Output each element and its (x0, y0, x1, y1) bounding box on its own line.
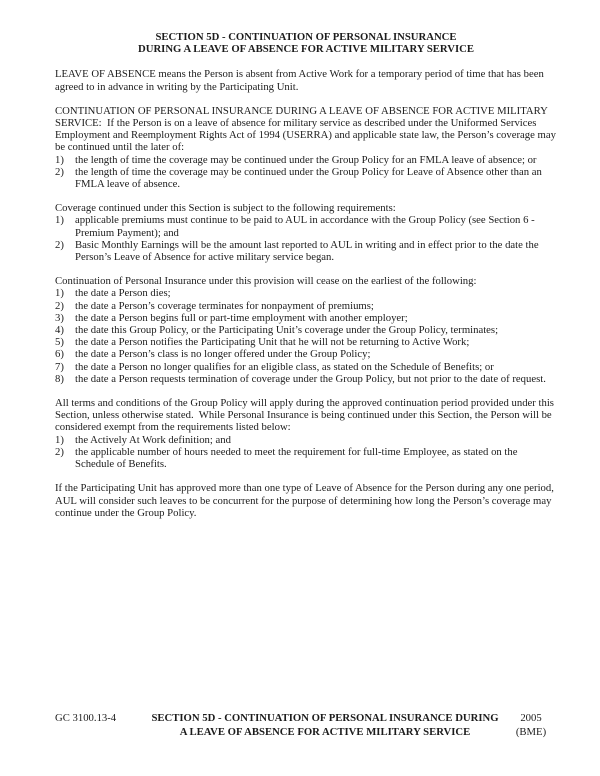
list-item-number: 2) (55, 238, 64, 251)
list-item-number: 8) (55, 372, 64, 385)
footer-code: (BME) (515, 725, 547, 738)
list-item-number: 3) (55, 311, 64, 324)
list-item-text: the length of time the coverage may be continued under the Group Policy for Leave of Absence other than an FMLA leave of absence. (75, 165, 545, 191)
page-footer (55, 712, 562, 739)
list-item (55, 324, 557, 336)
list-item-text: the date a Person no longer qualifies for an eligible class, as stated on the Schedule of Benefits; or (75, 360, 494, 373)
list-item (55, 300, 557, 312)
list-item (55, 361, 557, 373)
list-item-number: 2) (55, 445, 64, 458)
list-item-text: the Actively At Work definition; and (75, 433, 231, 446)
paragraph-leave-of-absence: LEAVE OF ABSENCE means the Person is absent from Active Work for a temporary period of time that has been agreed to in advance in writing by the Participating Unit. (55, 68, 547, 93)
list-cease (55, 287, 557, 385)
list-item-number: 1) (55, 153, 64, 166)
list-item-text: the date a Person dies; (75, 287, 171, 300)
list-item-number: 2) (55, 165, 64, 178)
list-item-number: 1) (55, 287, 64, 300)
footer-edition (500, 712, 562, 739)
list-exempt (55, 434, 557, 471)
list-item-number: 4) (55, 324, 64, 337)
paragraph-continuation-intro: CONTINUATION OF PERSONAL INSURANCE DURING A LEAVE OF ABSENCE FOR ACTIVE MILITARY SERVICE: If the Person is on a leave of absence for military service as described under the Uniformed Services Employment and Reemployment Rights Act of 1994 (USERRA) and applicable state law, the Person’s coverage may be continued until the later of: (55, 104, 559, 154)
list-item-number: 7) (55, 360, 64, 373)
list-item (55, 348, 557, 360)
list-item (55, 312, 557, 324)
list-item-text: the date a Person notifies the Participating Unit that he will not be returning to Active Work; (75, 336, 470, 349)
paragraph-cease-intro: Continuation of Personal Insurance under this provision will cease on the earliest of the following: (55, 275, 477, 288)
list-item-text: the applicable number of hours needed to meet the requirement for full-time Employee, as stated on the Schedule of Benefits. (75, 445, 521, 471)
list-item (55, 239, 557, 263)
list-item-text: the date a Person’s class is no longer offered under the Group Policy; (75, 348, 371, 361)
footer-doc-number: GC 3100.13-4 (55, 712, 117, 724)
list-item-number: 6) (55, 348, 64, 361)
footer-title-line1: SECTION 5D - CONTINUATION OF PERSONAL INSURANCE DURING (151, 712, 499, 724)
list-item (55, 446, 557, 470)
list-requirements (55, 214, 557, 263)
paragraph-concurrent: If the Participating Unit has approved more than one type of Leave of Absence for the Person during any one period, AUL will consider such leaves to be concurrent for the purpose of determining how long the Person’s coverage may continue under the Group Policy. (55, 482, 556, 519)
list-item-number: 5) (55, 336, 64, 349)
list-continuation (55, 154, 557, 191)
list-item-text: the date a Person’s coverage terminates for nonpayment of premiums; (75, 299, 374, 312)
list-item (55, 336, 557, 348)
footer-year: 2005 (520, 712, 542, 724)
list-item-number: 1) (55, 214, 64, 227)
list-item (55, 214, 557, 238)
list-item (55, 434, 557, 446)
list-item (55, 373, 557, 385)
list-item-text: applicable premiums must continue to be paid to AUL in accordance with the Group Policy (see Section 6 - Premium Payment); and (75, 214, 538, 239)
list-item (55, 287, 557, 299)
list-item (55, 154, 557, 166)
list-item-number: 2) (55, 299, 64, 312)
list-item-text: the date a Person begins full or part-time employment with another employer; (75, 311, 408, 324)
footer-title (150, 712, 500, 739)
footer-title-line2: A LEAVE OF ABSENCE FOR ACTIVE MILITARY SERVICE (179, 725, 471, 738)
page-title-line2: DURING A LEAVE OF ABSENCE FOR ACTIVE MILITARY SERVICE (138, 43, 474, 56)
list-item-number: 1) (55, 433, 64, 446)
paragraph-coverage-requirements-intro: Coverage continued under this Section is subject to the following requirements: (55, 202, 396, 215)
list-item-text: the date a Person requests termination of coverage under the Group Policy, but not prior to the date of request. (75, 372, 546, 385)
list-item-text: the date this Group Policy, or the Participating Unit’s coverage under the Group Policy, terminates; (75, 324, 499, 337)
list-item-text: Basic Monthly Earnings will be the amount last reported to AUL in writing and in effect prior to the date the Person’s Leave of Absence for active military service began. (75, 238, 542, 264)
page-title (55, 31, 557, 55)
paragraph-all-terms: All terms and conditions of the Group Policy will apply during the approved continuation period provided under this Section, unless otherwise stated. While Personal Insurance is being continued under this Section, the Person will be considered exempt from the requirements listed below: (55, 397, 557, 434)
page-title-line1: SECTION 5D - CONTINUATION OF PERSONAL INSURANCE (155, 31, 457, 43)
list-item (55, 166, 557, 190)
list-item-text: the length of time the coverage may be continued under the Group Policy for an FMLA leave of absence; or (75, 153, 537, 166)
